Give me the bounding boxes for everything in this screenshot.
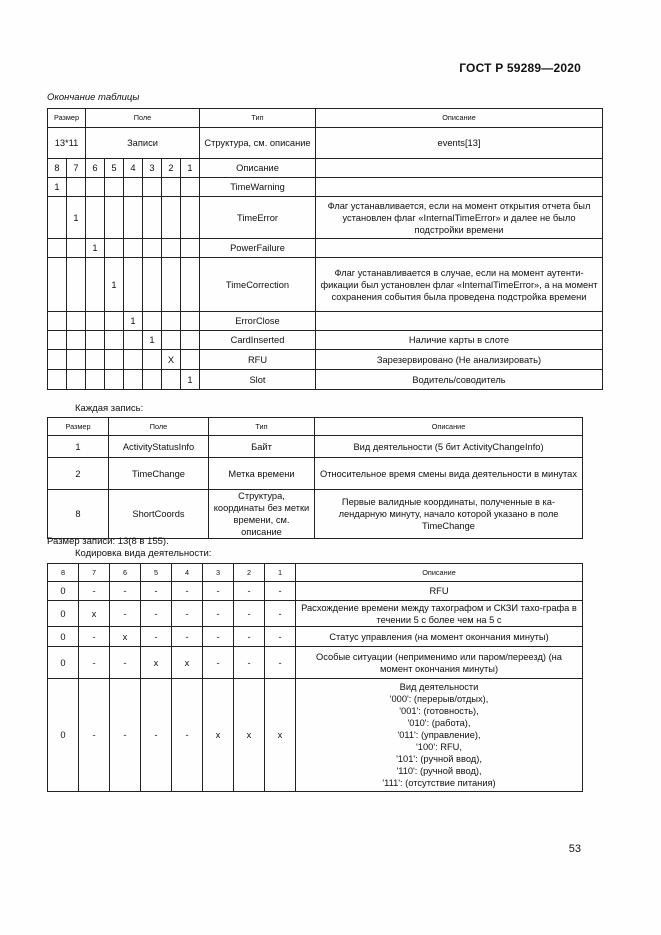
flag-name: TimeCorrection xyxy=(200,258,316,312)
flag-mark: 1 xyxy=(124,312,143,331)
bit-cell xyxy=(86,350,105,370)
bit-cell xyxy=(86,331,105,350)
row-description xyxy=(296,582,583,601)
bit-cell: - xyxy=(234,601,265,627)
bit-cell: 0 xyxy=(48,601,79,627)
bit-cell: - xyxy=(79,679,110,792)
bit-cell: - xyxy=(79,647,110,679)
records-type: Структура, см. описание xyxy=(200,128,316,159)
row-description: Относительное время смены вида деятельности в минутах xyxy=(315,458,583,490)
bit-cell xyxy=(67,239,86,258)
bit-cell xyxy=(162,239,181,258)
bit-cell: 4 xyxy=(124,159,143,178)
description-line: '010': (работа), xyxy=(407,718,471,728)
bit-cell: - xyxy=(110,647,141,679)
bit-cell: - xyxy=(141,679,172,792)
bit-cell: 0 xyxy=(48,627,79,647)
bits-row xyxy=(48,159,603,178)
bit-cell: 7 xyxy=(67,159,86,178)
record-intro: Каждая запись: xyxy=(75,403,144,414)
bit-cell xyxy=(162,331,181,350)
header-description: Описание xyxy=(296,564,583,582)
row-description: Вид деятельности (5 бит ActivityChangeInfo) xyxy=(315,436,583,458)
row-description xyxy=(296,679,583,792)
flag-row xyxy=(48,312,603,331)
bit-cell xyxy=(105,239,124,258)
bit-header: 4 xyxy=(172,564,203,582)
bit-cell: x xyxy=(141,647,172,679)
bit-cell: - xyxy=(234,582,265,601)
flag-row xyxy=(48,350,603,370)
activity-coding-table xyxy=(47,563,583,792)
flag-row xyxy=(48,258,603,312)
flag-name: TimeWarning xyxy=(200,178,316,197)
bits-description-label: Описание xyxy=(200,159,316,178)
description-line: Вид деятельности xyxy=(399,682,479,692)
row-field: TimeChange xyxy=(109,458,209,490)
bit-cell xyxy=(86,370,105,390)
row-type: Байт xyxy=(209,436,315,458)
bit-cell xyxy=(181,350,200,370)
bit-cell: x xyxy=(172,647,203,679)
bit-cell xyxy=(86,197,105,239)
bit-cell xyxy=(105,331,124,350)
bit-cell xyxy=(124,197,143,239)
bit-cell: - xyxy=(110,679,141,792)
bit-cell: - xyxy=(110,601,141,627)
bit-cell: - xyxy=(79,627,110,647)
records-size: 13*11 xyxy=(48,128,86,159)
bit-header: 7 xyxy=(79,564,110,582)
events-table xyxy=(47,108,603,390)
description-line: '001': (готовность), xyxy=(399,706,479,716)
flag-row xyxy=(48,370,603,390)
row-description xyxy=(296,647,583,679)
bit-cell: 5 xyxy=(105,159,124,178)
bit-cell xyxy=(143,350,162,370)
flag-name: CardInserted xyxy=(200,331,316,350)
bit-cell xyxy=(143,312,162,331)
bit-cell xyxy=(143,178,162,197)
table-row xyxy=(48,627,583,647)
description-line: '101': (ручной ввод), xyxy=(396,754,482,764)
standard-number: ГОСТ Р 59289—2020 xyxy=(459,61,581,75)
flag-description: Наличие карты в слоте xyxy=(316,331,603,350)
header-size: Размер xyxy=(48,418,109,436)
table-row xyxy=(48,490,583,539)
flag-description xyxy=(316,312,603,331)
bit-cell xyxy=(143,239,162,258)
bit-cell xyxy=(105,350,124,370)
bit-cell xyxy=(143,197,162,239)
description-line: '011': (управление), xyxy=(397,730,481,740)
bit-cell xyxy=(124,350,143,370)
bit-cell: 6 xyxy=(86,159,105,178)
bit-cell xyxy=(67,350,86,370)
bit-cell xyxy=(67,370,86,390)
bit-cell xyxy=(86,312,105,331)
bit-cell: 2 xyxy=(162,159,181,178)
bit-cell xyxy=(67,331,86,350)
bit-cell: - xyxy=(141,627,172,647)
bit-cell: - xyxy=(265,582,296,601)
bit-cell: - xyxy=(172,679,203,792)
bit-cell: - xyxy=(172,601,203,627)
bit-cell: - xyxy=(203,601,234,627)
description-line: Статус управления (на момент окончания минуты) xyxy=(329,631,549,642)
bit-cell xyxy=(181,331,200,350)
table-row xyxy=(48,458,583,490)
bit-cell: 1 xyxy=(181,159,200,178)
bit-cell: 3 xyxy=(143,159,162,178)
description-line: '111': (отсутствие питания) xyxy=(382,778,496,788)
bit-cell: - xyxy=(110,582,141,601)
bit-cell xyxy=(67,258,86,312)
bit-cell xyxy=(162,370,181,390)
bit-cell: - xyxy=(234,647,265,679)
bit-header: 1 xyxy=(265,564,296,582)
flag-mark: 1 xyxy=(143,331,162,350)
row-field: ActivityStatusInfo xyxy=(109,436,209,458)
records-description: events[13] xyxy=(316,128,603,159)
bit-cell: - xyxy=(141,601,172,627)
row-field: ShortCoords xyxy=(109,490,209,539)
record-table xyxy=(47,417,583,539)
bit-cell: 8 xyxy=(48,159,67,178)
header-field: Поле xyxy=(86,109,200,128)
flag-description xyxy=(316,178,603,197)
description-line: '000': (перерыв/отдых), xyxy=(389,694,489,704)
flag-description: Зарезервировано (Не анализировать) xyxy=(316,350,603,370)
bit-cell xyxy=(162,312,181,331)
row-description: Первые валидные координаты, полученные в ка-лендарную минуту, начало которой указано в поле TimeChange xyxy=(315,490,583,539)
bit-header: 5 xyxy=(141,564,172,582)
bit-cell xyxy=(86,258,105,312)
bit-cell: 0 xyxy=(48,679,79,792)
record-size-note: Размер записи: 13(8 в 155). xyxy=(47,536,169,547)
description-line: Расхождение времени между тахографом и СКЗИ тахо-графа в течении 5 с более чем на 5 с xyxy=(301,602,577,625)
bit-cell: - xyxy=(172,627,203,647)
row-type: Структура, координаты без метки времени, см. описание xyxy=(209,490,315,539)
flag-mark: 1 xyxy=(181,370,200,390)
bit-cell xyxy=(162,178,181,197)
header-field: Поле xyxy=(109,418,209,436)
bit-cell xyxy=(124,239,143,258)
flag-mark: 1 xyxy=(86,239,105,258)
bit-cell: - xyxy=(203,627,234,647)
table-row xyxy=(48,679,583,792)
header-type: Тип xyxy=(200,109,316,128)
flag-mark: 1 xyxy=(105,258,124,312)
bit-cell xyxy=(105,197,124,239)
bit-cell xyxy=(124,178,143,197)
row-description xyxy=(296,601,583,627)
bit-cell: - xyxy=(203,582,234,601)
flag-mark: 1 xyxy=(48,178,67,197)
header-size: Размер xyxy=(48,109,86,128)
activity-coding-intro: Кодировка вида деятельности: xyxy=(75,548,212,559)
flag-row xyxy=(48,178,603,197)
bit-header: 8 xyxy=(48,564,79,582)
bit-cell xyxy=(48,312,67,331)
bit-cell xyxy=(105,370,124,390)
bit-cell xyxy=(48,331,67,350)
bit-cell: x xyxy=(265,679,296,792)
bit-cell: - xyxy=(265,627,296,647)
bit-cell xyxy=(67,312,86,331)
bit-cell xyxy=(124,370,143,390)
flag-row xyxy=(48,239,603,258)
flag-name: ErrorClose xyxy=(200,312,316,331)
page-number: 53 xyxy=(568,843,581,855)
bit-cell xyxy=(105,178,124,197)
description-line: RFU xyxy=(429,586,449,596)
bit-header: 6 xyxy=(110,564,141,582)
bit-cell xyxy=(48,350,67,370)
flag-row xyxy=(48,331,603,350)
bit-cell xyxy=(67,178,86,197)
table-row xyxy=(48,436,583,458)
header-type: Тип xyxy=(209,418,315,436)
bit-cell: - xyxy=(203,647,234,679)
bit-cell xyxy=(162,197,181,239)
bit-header: 2 xyxy=(234,564,265,582)
row-size: 2 xyxy=(48,458,109,490)
flag-mark: X xyxy=(162,350,181,370)
row-size: 8 xyxy=(48,490,109,539)
bit-cell: - xyxy=(141,582,172,601)
flag-description xyxy=(316,239,603,258)
bit-cell: - xyxy=(265,601,296,627)
bit-cell xyxy=(124,258,143,312)
row-type: Метка времени xyxy=(209,458,315,490)
bit-cell xyxy=(181,197,200,239)
bit-cell: x xyxy=(203,679,234,792)
table-caption: Окончание таблицы xyxy=(47,92,140,103)
bit-cell: 0 xyxy=(48,582,79,601)
bit-cell: - xyxy=(79,582,110,601)
bit-cell xyxy=(124,331,143,350)
bit-header: 3 xyxy=(203,564,234,582)
flag-name: TimeError xyxy=(200,197,316,239)
bit-cell xyxy=(48,370,67,390)
flag-name: PowerFailure xyxy=(200,239,316,258)
flag-mark: 1 xyxy=(67,197,86,239)
bit-cell xyxy=(181,178,200,197)
bit-cell xyxy=(162,258,181,312)
bit-cell: - xyxy=(265,647,296,679)
records-field: Записи xyxy=(86,128,200,159)
description-line: '100': RFU, xyxy=(416,742,462,752)
flag-name: RFU xyxy=(200,350,316,370)
bit-cell xyxy=(181,239,200,258)
bit-cell xyxy=(143,258,162,312)
bit-cell xyxy=(48,197,67,239)
row-size: 1 xyxy=(48,436,109,458)
header-description: Описание xyxy=(315,418,583,436)
bit-cell xyxy=(105,312,124,331)
bit-cell xyxy=(181,258,200,312)
bit-cell: 0 xyxy=(48,647,79,679)
table-row xyxy=(48,601,583,627)
bit-cell xyxy=(181,312,200,331)
header-description: Описание xyxy=(316,109,603,128)
bit-cell xyxy=(143,370,162,390)
row-description xyxy=(296,627,583,647)
flag-name: Slot xyxy=(200,370,316,390)
bit-cell xyxy=(86,178,105,197)
flag-description: Водитель/соводитель xyxy=(316,370,603,390)
table-row xyxy=(48,647,583,679)
table-row xyxy=(48,582,583,601)
description-line: Особые ситуации (неприменимо или паром/переезд) (на момент окончания минуты) xyxy=(316,651,562,674)
bit-cell xyxy=(48,258,67,312)
flag-description: Флаг устанавливается в случае, если на момент аутенти-фикации был установлен флаг «InternalTimeError», а на момент сохранения события была проведена подстройка времени xyxy=(316,258,603,312)
bit-cell: x xyxy=(79,601,110,627)
bits-empty xyxy=(316,159,603,178)
bit-cell: - xyxy=(172,582,203,601)
bit-cell: - xyxy=(234,627,265,647)
bit-cell xyxy=(48,239,67,258)
bit-cell: x xyxy=(234,679,265,792)
bit-cell: x xyxy=(110,627,141,647)
flag-row xyxy=(48,197,603,239)
flag-description: Флаг устанавливается, если на момент открытия отчета был установлен флаг «InternalTimeError» и далее не было подстройки времени xyxy=(316,197,603,239)
description-line: '110': (ручной ввод), xyxy=(396,766,482,776)
